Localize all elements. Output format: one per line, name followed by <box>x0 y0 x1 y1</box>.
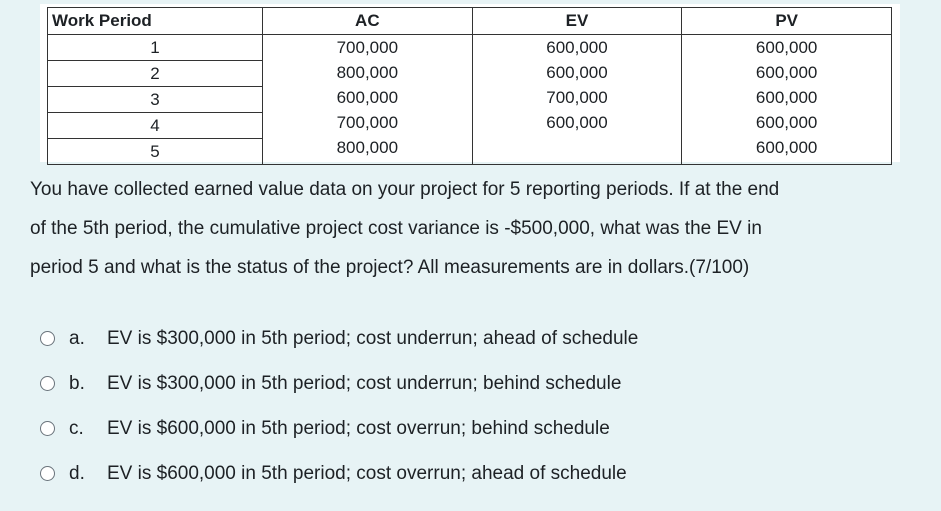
data-table-image <box>40 4 900 162</box>
ev-column <box>472 35 682 165</box>
period-cell: 2 <box>48 61 262 87</box>
answer-letter: a. <box>69 327 85 349</box>
ac-cell: 800,000 <box>336 63 399 82</box>
answer-text[interactable]: EV is $300,000 in 5th period; cost underrun; ahead of schedule <box>107 327 639 349</box>
period-cell: 4 <box>48 113 262 139</box>
pv-cell: 600,000 <box>755 38 818 57</box>
pv-cell: 600,000 <box>755 63 818 82</box>
header-ev: EV <box>472 8 682 35</box>
ac-cell: 800,000 <box>336 138 399 157</box>
period-cell: 1 <box>48 35 262 61</box>
header-pv: PV <box>682 8 892 35</box>
answer-text[interactable]: EV is $300,000 in 5th period; cost underrun; behind schedule <box>107 372 622 394</box>
answer-option-d[interactable] <box>40 451 638 496</box>
pv-cell: 600,000 <box>755 138 818 157</box>
question-text <box>30 170 920 287</box>
ev-cell: 600,000 <box>546 63 608 82</box>
period-column <box>48 35 263 165</box>
answer-text[interactable]: EV is $600,000 in 5th period; cost overrun; ahead of schedule <box>107 462 627 484</box>
pv-cell: 600,000 <box>755 113 818 132</box>
ac-cell: 700,000 <box>336 113 399 132</box>
ev-cell <box>473 135 682 160</box>
ac-column <box>263 35 473 165</box>
radio-button-icon[interactable] <box>40 331 55 346</box>
question-line: period 5 and what is the status of the project? All measurements are in dollars.(7/100) <box>30 257 750 278</box>
radio-button-icon[interactable] <box>40 421 55 436</box>
answer-options <box>40 316 638 496</box>
period-cell: 5 <box>150 142 160 161</box>
radio-button-icon[interactable] <box>40 466 55 481</box>
period-cell: 3 <box>48 87 262 113</box>
answer-letter: d. <box>69 462 85 484</box>
answer-letter: b. <box>69 372 85 394</box>
answer-option-a[interactable] <box>40 316 638 361</box>
ev-cell: 600,000 <box>546 38 608 57</box>
ev-cell: 600,000 <box>546 113 608 132</box>
table-body-row <box>48 35 892 165</box>
question-line: of the 5th period, the cumulative project cost variance is -$500,000, what was the EV in <box>30 218 762 239</box>
answer-text[interactable]: EV is $600,000 in 5th period; cost overrun; behind schedule <box>107 417 610 439</box>
pv-cell: 600,000 <box>755 88 818 107</box>
answer-letter: c. <box>69 417 84 439</box>
header-work-period: Work Period <box>48 8 263 35</box>
earned-value-table <box>47 7 892 165</box>
pv-column <box>682 35 892 165</box>
question-line: You have collected earned value data on your project for 5 reporting periods. If at the end <box>30 179 780 200</box>
ev-cell: 700,000 <box>546 88 608 107</box>
ac-cell: 700,000 <box>336 38 399 57</box>
header-ac: AC <box>263 8 473 35</box>
answer-option-b[interactable] <box>40 361 638 406</box>
table-header-row <box>48 8 892 35</box>
answer-option-c[interactable] <box>40 406 638 451</box>
ac-cell: 600,000 <box>336 88 399 107</box>
radio-button-icon[interactable] <box>40 376 55 391</box>
